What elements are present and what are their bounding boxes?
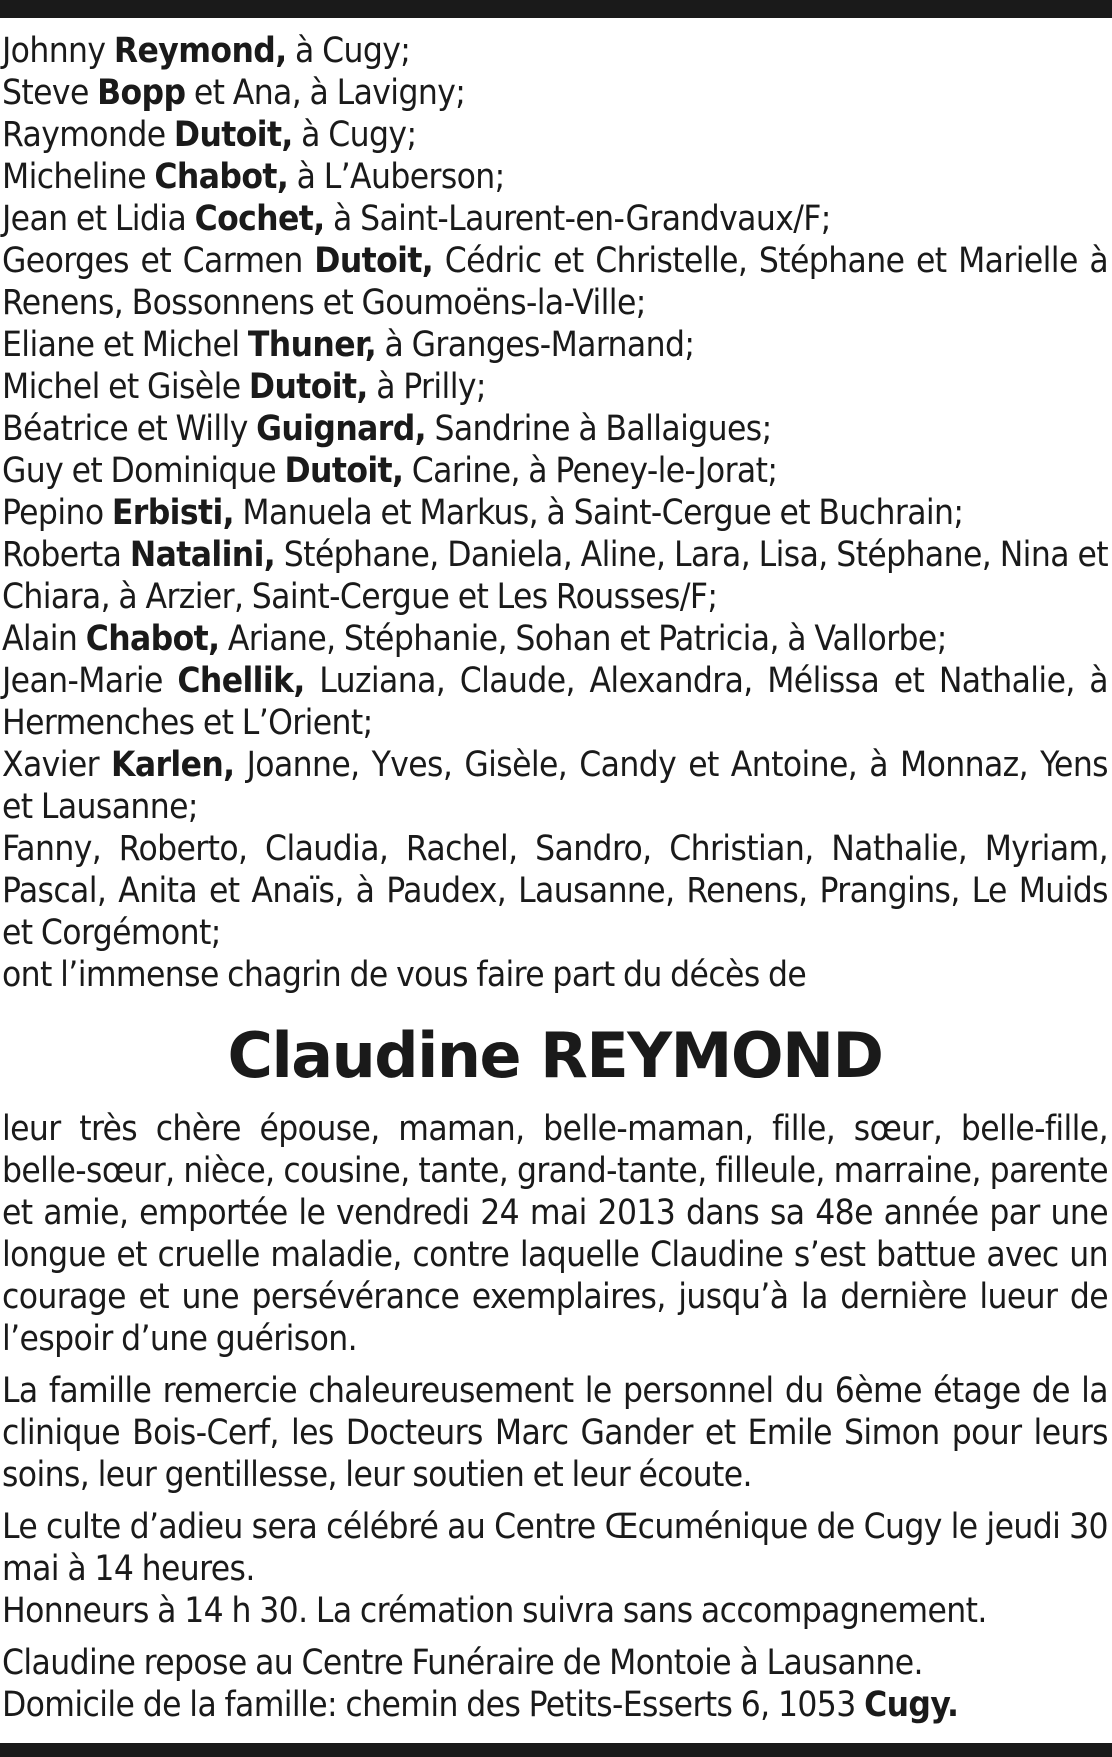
mourner-entry [2,240,1108,324]
mourner-details: et Ana, à Lavigny; [185,73,466,113]
mourner-entry [2,72,1108,114]
mourner-given-names: Pepino [2,493,112,533]
mourner-surname: Chabot, [154,157,289,197]
mourner-entry [2,534,1108,618]
mourner-details: à L’Auberson; [288,157,505,197]
mourner-entry [2,114,1108,156]
mourner-entry [2,156,1108,198]
mourner-details: Joanne, Yves, Gisèle, Candy et Antoine, à Monnaz, Yens et Lausanne; [2,745,1108,827]
mourner-given-names: Eliane et Michel [2,325,248,365]
deceased-name: Claudine REYMOND [227,1019,883,1092]
mourner-given-names: Béatrice et Willy [2,409,257,449]
mourner-details: à Cugy; [286,31,411,71]
mourner-given-names: Steve [2,73,98,113]
mourner-entry [2,198,1108,240]
announcement-intro: ont l’immense chagrin de vous faire part du décès de [2,955,807,995]
mourner-surname: Chabot, [85,619,220,659]
mourner-given-names: Jean-Marie [2,661,178,701]
mourner-entry [2,366,1108,408]
mourner-entry [2,618,1108,660]
rest-paragraph: Claudine repose au Centre Funéraire de Montoie à Lausanne. [2,1643,923,1683]
mourner-given-names: Fanny, Roberto, Claudia, Rachel, Sandro, Christian, Nathalie, Myriam, Pascal, Anita et Anaïs, à Paudex, Lausanne, Renens, Prangins, Le Muids et Corgémont; [2,829,1108,953]
mourner-entry [2,408,1108,450]
mourner-given-names: Raymonde [2,115,174,155]
mourner-details: Ariane, Stéphanie, Sohan et Patricia, à Vallorbe; [219,619,947,659]
mourners-list [2,30,1108,996]
mourner-details: à Saint-Laurent-en-Grandvaux/F; [324,199,831,239]
domicile-address: Domicile de la famille: chemin des Petits-Esserts 6, 1053 [2,1685,865,1725]
mourner-surname: Cochet, [194,199,325,239]
mourner-given-names: Alain [2,619,86,659]
mourner-details: Luziana, Claude, Alexandra, Mélissa et Nathalie, à Hermenches et L’Orient; [2,661,1108,743]
mourner-details: Sandrine à Ballaigues; [426,409,772,449]
mourner-surname: Bopp [97,73,186,113]
tribute-paragraph: leur très chère épouse, maman, belle-maman, fille, sœur, belle-fille, belle-sœur, nièce, cousine, tante, grand-tante, filleule, marraine, parente et amie, emportée le vendredi 24 mai 2013 dans sa 48e année par une longue et cruelle maladie, contre laquelle Claudine s’est battue avec un courage et une persévérance exemplaires, jusqu’à la dernière lueur de l’espoir d’une guérison. [2,1109,1108,1359]
mourner-given-names: Michel et Gisèle [2,367,249,407]
mourner-details: Manuela et Markus, à Saint-Cergue et Buchrain; [234,493,964,533]
bottom-rule [0,1743,1112,1757]
mourner-entry [2,744,1108,828]
thanks-paragraph: La famille remercie chaleureusement le personnel du 6ème étage de la clinique Bois-Cerf, les Docteurs Marc Gander et Emile Simon pour leurs soins, leur gentillesse, leur soutien et leur écoute. [2,1371,1108,1495]
honours-paragraph: Honneurs à 14 h 30. La crémation suivra sans accompagnement. [2,1591,987,1631]
mourner-entry [2,324,1108,366]
mourner-given-names: Xavier [2,745,112,785]
domicile-paragraph [2,1684,1108,1726]
mourner-details: à Prilly; [367,367,486,407]
mourner-details: Stéphane, Daniela, Aline, Lara, Lisa, Stéphane, Nina et Chiara, à Arzier, Saint-Cergue et Les Rousses/F; [2,535,1108,617]
mourner-given-names: Georges et Carmen [2,241,315,281]
mourner-surname: Dutoit, [314,241,434,281]
mourner-surname: Dutoit, [248,367,368,407]
mourner-surname: Dutoit, [173,115,293,155]
mourner-details: à Cugy; [292,115,417,155]
mourner-surname: Chellik, [177,661,305,701]
mourner-entry [2,492,1108,534]
mourner-given-names: Johnny [2,31,114,71]
mourner-details: Cédric et Christelle, Stéphane et Marielle à Renens, Bossonnens et Goumoëns-la-Ville; [2,241,1109,323]
obituary-notice [2,30,1108,1726]
mourner-surname: Dutoit, [284,451,404,491]
mourner-details: à Granges-Marnand; [376,325,695,365]
top-rule [0,0,1112,18]
mourner-surname: Reymond, [113,31,287,71]
mourner-entry [2,660,1108,744]
mourner-entry [2,30,1108,72]
mourner-surname: Natalini, [129,535,276,575]
mourner-details: Carine, à Peney-le-Jorat; [403,451,778,491]
mourner-given-names: Guy et Dominique [2,451,285,491]
mourner-given-names: Jean et Lidia [2,199,195,239]
mourner-surname: Thuner, [247,325,377,365]
mourner-surname: Guignard, [256,409,427,449]
domicile-city: Cugy. [864,1685,959,1725]
mourner-surname: Erbisti, [111,493,235,533]
mourner-given-names: Roberta [2,535,130,575]
notice-body [2,1108,1108,1726]
mourner-entry [2,828,1108,954]
mourner-entry [2,450,1108,492]
mourner-surname: Karlen, [111,745,235,785]
service-paragraph: Le culte d’adieu sera célébré au Centre Œcuménique de Cugy le jeudi 30 mai à 14 heures. [2,1507,1108,1589]
mourner-given-names: Micheline [2,157,155,197]
